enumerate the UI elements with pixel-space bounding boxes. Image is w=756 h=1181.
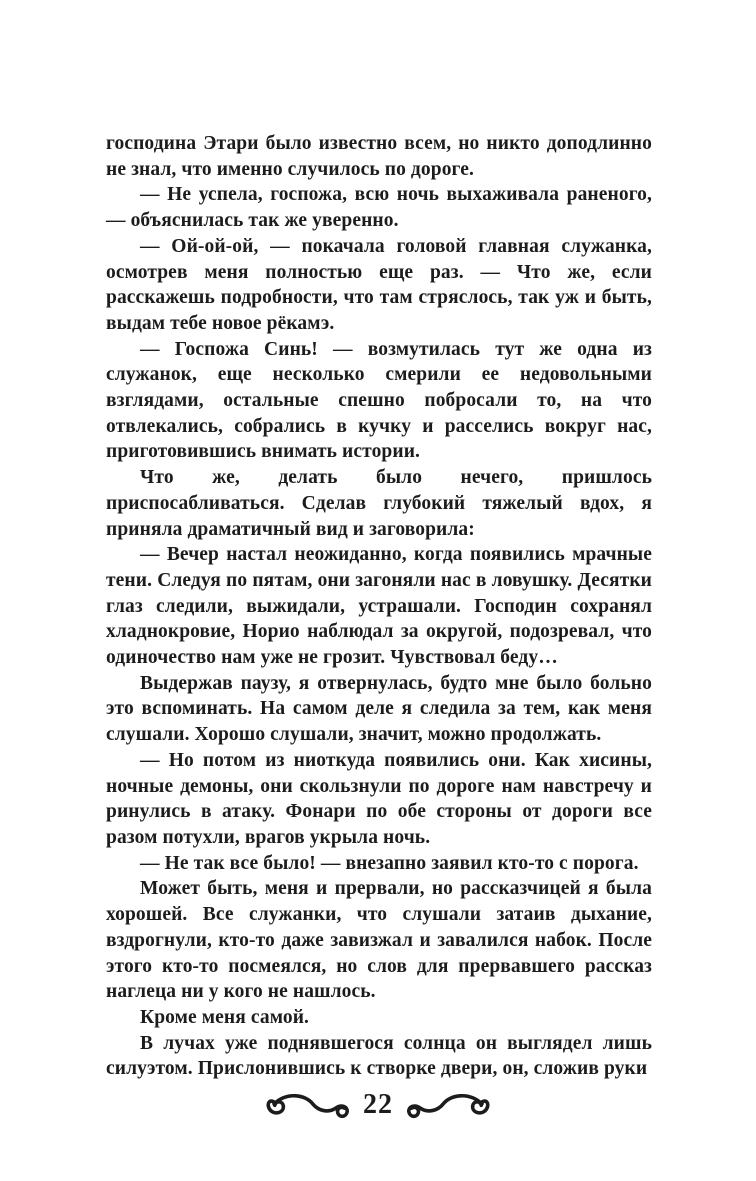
scroll-flourish-right-icon bbox=[406, 1090, 492, 1122]
paragraph: В лучах уже поднявшегося солнца он выглядел лишь силуэтом. Прислонившись к створке двери, он, сложив руки bbox=[106, 1032, 652, 1080]
paragraph: — Не успела, госпожа, всю ночь выхаживала раненого, — объяснилась так же уверенно. bbox=[106, 184, 652, 232]
paragraph: — Ой-ой-ой, — покачала головой главная служанка, осмотрев меня полностью еще раз. — Что же, если расскажешь подробности, что там стряслось, так уж и быть, выдам тебе новое рёкамэ. bbox=[106, 235, 652, 334]
scroll-flourish-left-icon bbox=[264, 1090, 350, 1122]
page-text bbox=[106, 131, 652, 1082]
paragraph: Что же, делать было нечего, пришлось приспосабливаться. Сделав глубокий тяжелый вдох, я приняла драматичный вид и заговорила: bbox=[106, 467, 652, 540]
paragraph: господина Этари было известно всем, но никто доподлинно не знал, что именно случилось по дороге. bbox=[106, 133, 652, 180]
paragraph: — Не так все было! — внезапно заявил кто-то с порога. bbox=[140, 852, 639, 874]
paragraph: — Госпожа Синь! — возмутилась тут же одна из служанок, еще несколько смерили ее недовольными взглядами, остальные спешно побросали то, на что отвлекались, собрались в кучку и расселись вокруг нас, приготовившись внимать истории. bbox=[106, 338, 652, 463]
page-footer bbox=[0, 1083, 756, 1129]
paragraph: — Но потом из ниоткуда появились они. Как хисины, ночные демоны, они скользнули по дороге нам навстречу и ринулись в атаку. Фонари по обе стороны от дороги все разом потухли, врагов укрыла ночь. bbox=[106, 749, 652, 848]
paragraph: Выдержав паузу, я отвернулась, будто мне было больно это вспоминать. На самом деле я следила за тем, как меня слушали. Хорошо слушали, значит, можно продолжать. bbox=[106, 672, 652, 746]
paragraph: — Вечер настал неожиданно, когда появились мрачные тени. Следуя по пятам, они загоняли нас в ловушку. Десятки глаз следили, выжидали, устрашали. Господин сохранял хладнокровие, Норио наблюдал за округой, подозревал, что одиночество нам уже не грозит. Чувствовал беду… bbox=[106, 544, 652, 669]
paragraph: Кроме меня самой. bbox=[140, 1006, 310, 1028]
paragraph: Может быть, меня и прервали, но рассказчицей я была хорошей. Все служанки, что слушали затаив дыхание, вздрогнули, кто-то даже завизжал и завалился набок. После этого кто-то посмеялся, но слов для прервавшего рассказ наглеца ни у кого не нашлось. bbox=[106, 878, 652, 1003]
page-number: 22 bbox=[363, 1089, 393, 1120]
